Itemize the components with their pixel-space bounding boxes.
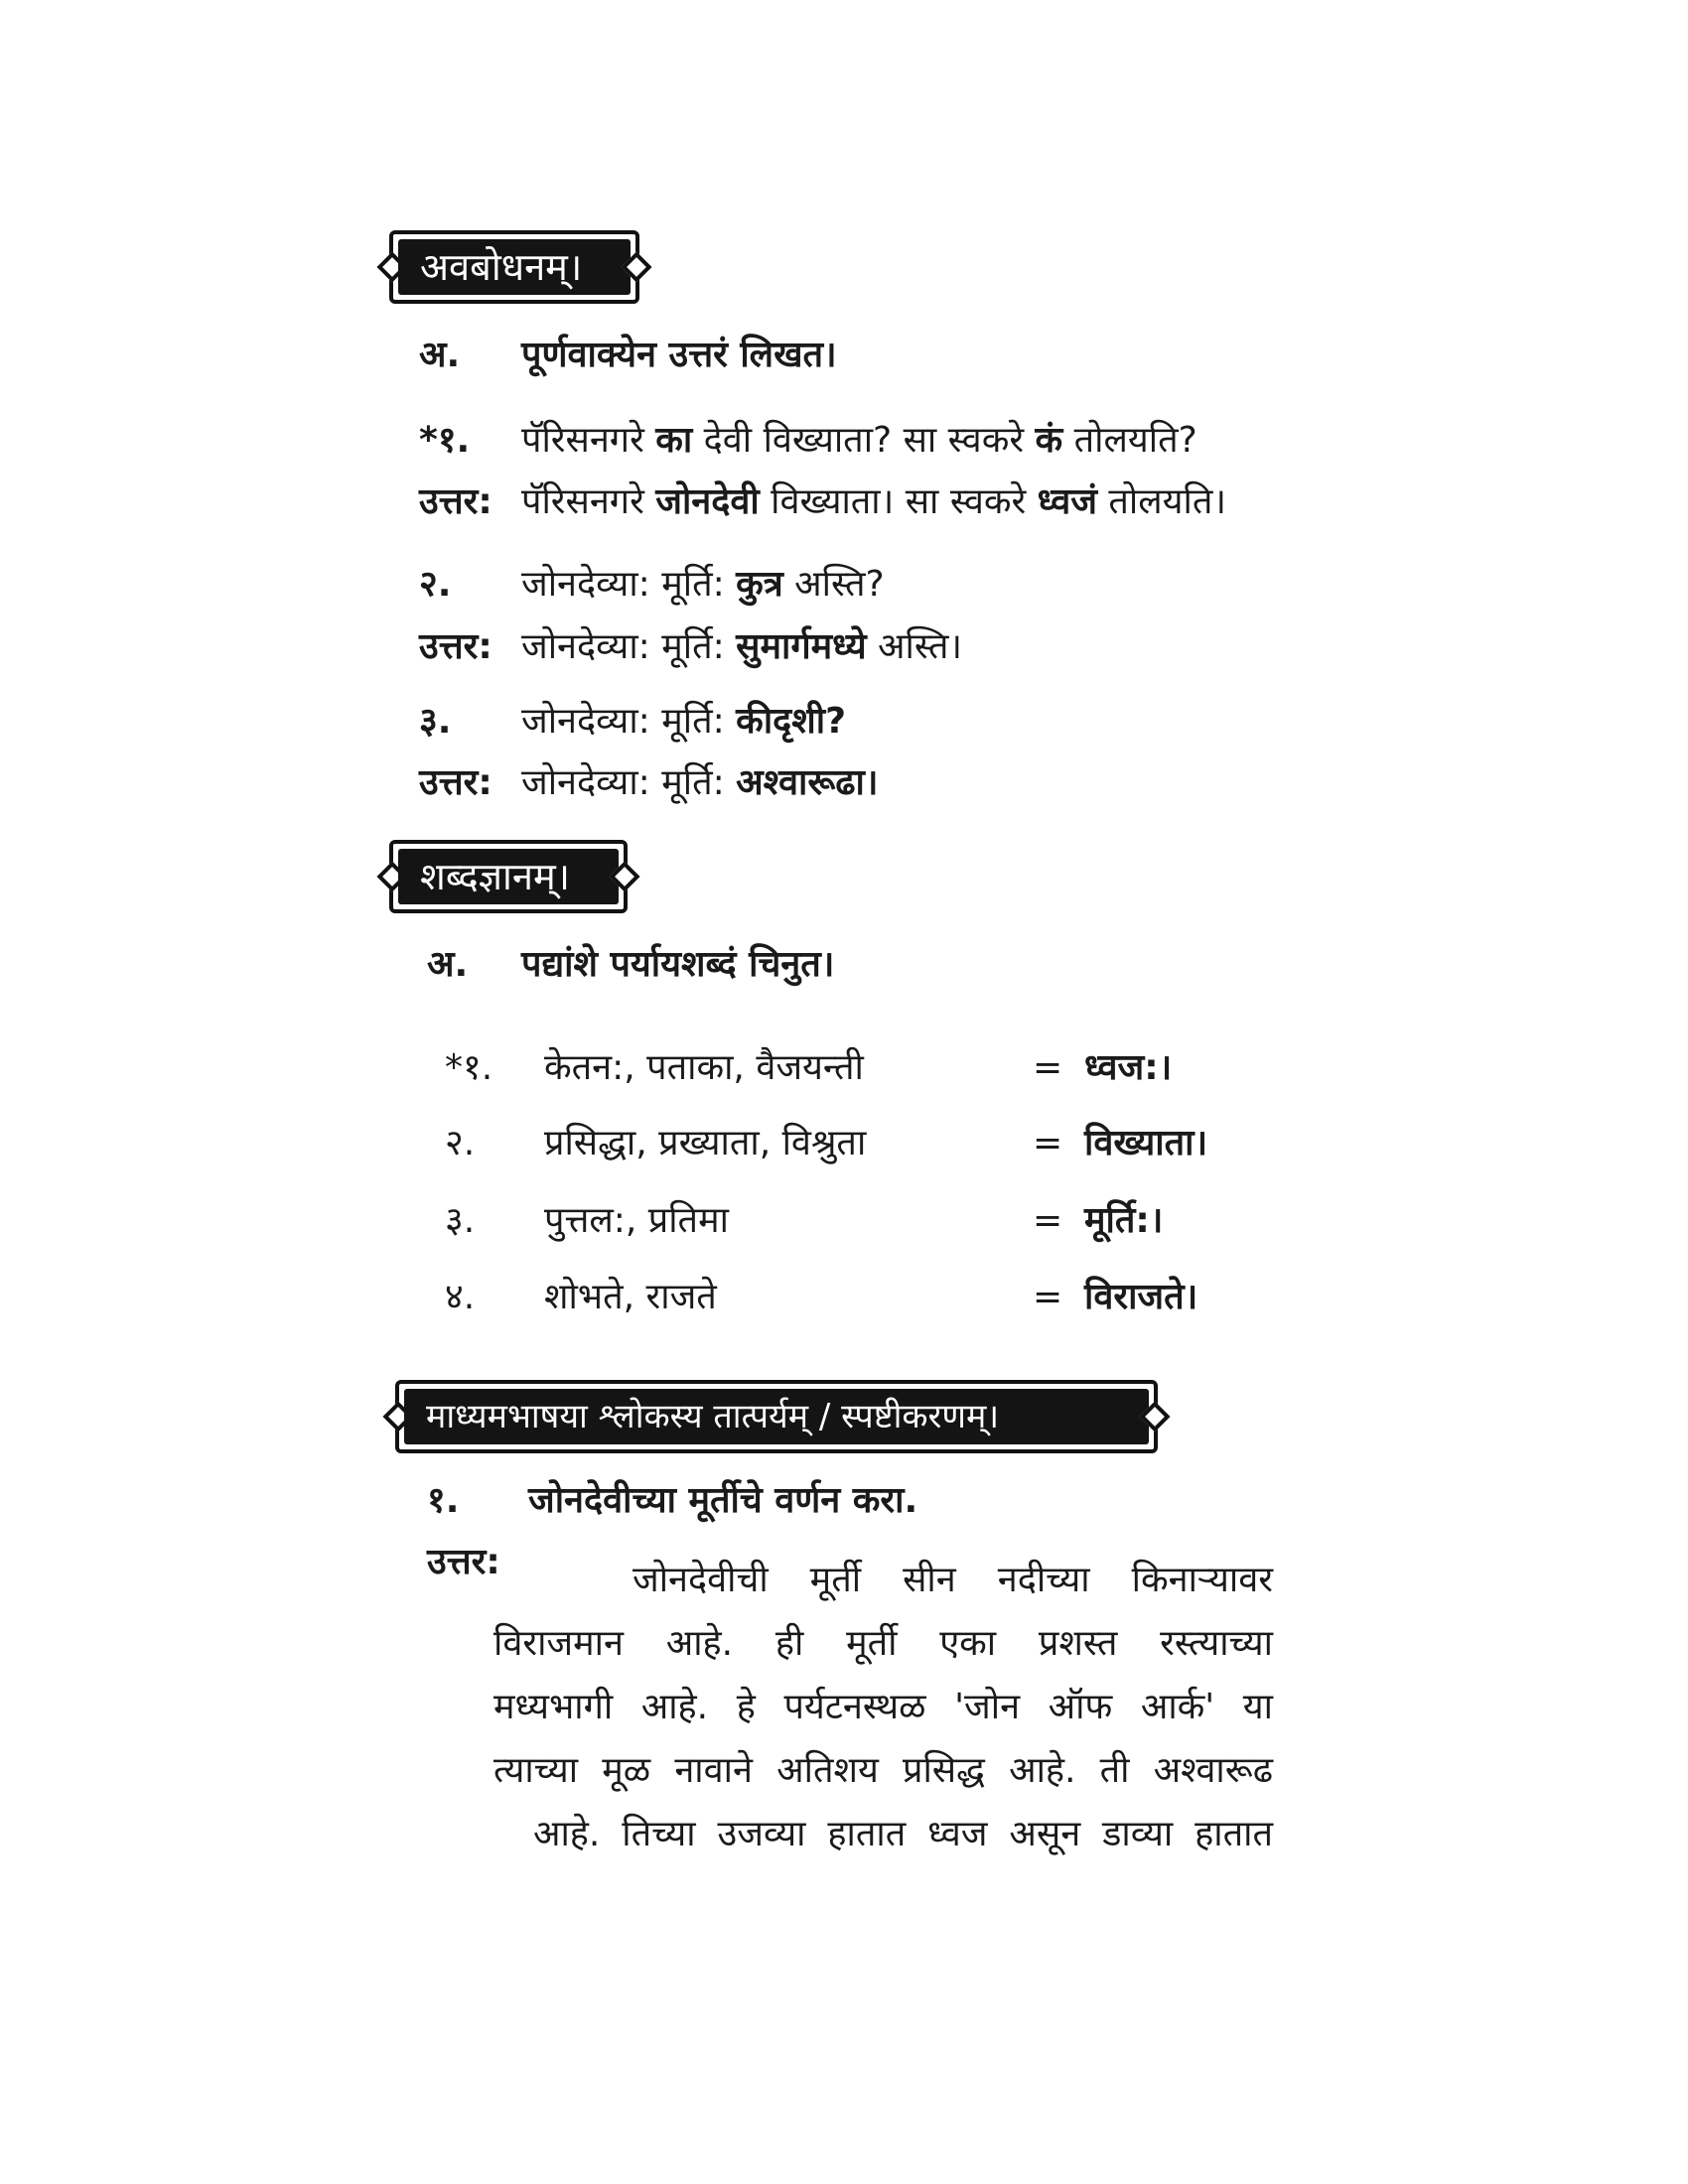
section-heading-text: माध्यमभाषया श्लोकस्य तात्पर्यम् / स्पष्टीकरणम्। <box>404 1389 1149 1444</box>
section-heading-text: शब्दज्ञानम्। <box>398 849 619 904</box>
row-number: ३. <box>445 1200 476 1241</box>
answer-label: उत्तर: <box>419 481 492 522</box>
section-heading-avabodhanam <box>389 230 639 304</box>
section-heading-tatparyam <box>395 1380 1158 1453</box>
synonym-answer: मूर्ति:। <box>1084 1200 1164 1241</box>
answer-1: पॅरिसनगरे जोनदेवी विख्याता। सा स्वकरे ध्वजं तोलयति। <box>521 481 1226 522</box>
synonym-answer: विराजते। <box>1084 1277 1198 1317</box>
synonym-words: शोभते, राजते <box>544 1277 717 1317</box>
answer-2: जोनदेव्या: मूर्ति: सुमार्गमध्ये अस्ति। <box>521 626 963 667</box>
item-number: *१. <box>419 420 471 461</box>
paragraph-line: त्याच्या मूळ नावाने अतिशय प्रसिद्ध आहे. ती अश्वारूढ <box>493 1750 1273 1791</box>
section-heading-shabdajnanam <box>389 840 628 913</box>
answer-3: जोनदेव्या: मूर्ति: अश्वारूढा। <box>521 762 879 803</box>
question-3: जोनदेव्या: मूर्ति: कीदृशी? <box>521 701 846 742</box>
answer-label: उत्तर: <box>427 1542 500 1582</box>
synonym-answer: ध्वज:। <box>1084 1047 1173 1088</box>
answer-paragraph <box>493 1549 1273 1866</box>
paragraph-line: जोनदेवीची मूर्ती सीन नदीच्या किनाऱ्यावर <box>633 1560 1273 1600</box>
paragraph-line: आहे. तिच्या उजव्या हातात ध्वज असून डाव्या हातात <box>533 1814 1273 1854</box>
answer-label: उत्तर: <box>419 762 492 803</box>
description-question: जोनदेवीच्या मूर्तीचे वर्णन करा. <box>528 1480 918 1521</box>
equals-sign: = <box>1033 1123 1063 1163</box>
item-number: १. <box>427 1480 460 1521</box>
item-number: ३. <box>419 701 452 742</box>
synonym-words: केतन:, पताका, वैजयन्ती <box>544 1047 864 1088</box>
instruction: पद्यांशे पर्यायशब्दं चिनुत। <box>521 944 835 985</box>
synonym-answer: विख्याता। <box>1084 1123 1208 1163</box>
equals-sign: = <box>1033 1277 1063 1317</box>
paragraph-line: विराजमान आहे. ही मूर्ती एका प्रशस्त रस्त्याच्या <box>493 1623 1273 1664</box>
item-number: २. <box>419 564 452 605</box>
equals-sign: = <box>1033 1200 1063 1241</box>
row-number: ४. <box>445 1277 476 1317</box>
paragraph-line: मध्यभागी आहे. हे पर्यटनस्थळ 'जोन ऑफ आर्क' या <box>493 1687 1273 1727</box>
equals-sign: = <box>1033 1047 1063 1088</box>
instruction: पूर्णवाक्येन उत्तरं लिखत। <box>521 335 837 375</box>
row-number: २. <box>445 1123 476 1163</box>
question-label: अ. <box>427 944 469 985</box>
section-heading-text: अवबोधनम्। <box>398 239 631 295</box>
synonym-words: पुत्तल:, प्रतिमा <box>544 1200 729 1241</box>
synonym-words: प्रसिद्धा, प्रख्याता, विश्रुता <box>544 1123 867 1163</box>
question-label: अ. <box>419 335 461 375</box>
row-number: *१. <box>445 1047 493 1088</box>
question-2: जोनदेव्या: मूर्ति: कुत्र अस्ति? <box>521 564 885 605</box>
question-1: पॅरिसनगरे का देवी विख्याता? सा स्वकरे कं तोलयति? <box>521 420 1197 461</box>
answer-label: उत्तर: <box>419 626 492 667</box>
